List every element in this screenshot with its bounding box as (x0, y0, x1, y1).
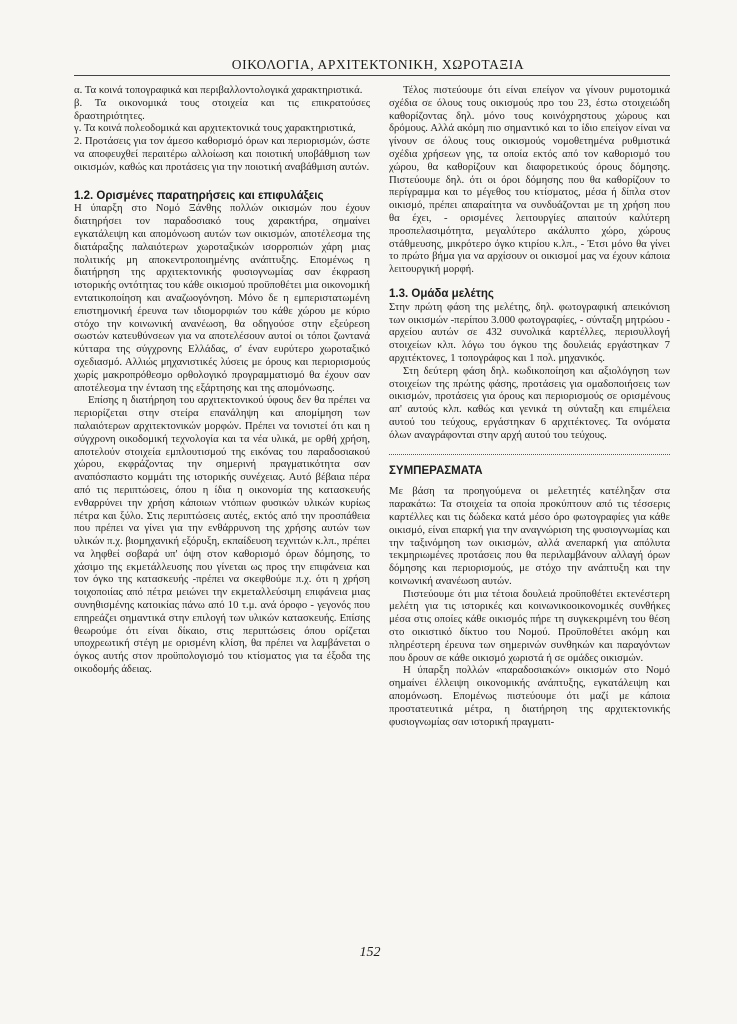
left-column (74, 84, 370, 676)
dotted-separator (389, 448, 670, 455)
page-number: 152 (359, 945, 381, 960)
body-paragraph: Επίσης η διατήρηση του αρχιτεκτονικού ύφους δεν θα πρέπει να περιορίζεται στην στείρα επανάληψη και απομίμηση των παλαιότερων αρχιτεκτονικών μορφών. Πρέπει να τονιστεί ότι και η σύγχρονη οικοδομική τεχνολογία και τα νέα υλικά, με ορθή χρήση, αποτελούν στοιχεία εμπλουτισμού της εικόνας του παραδοσιακού χώρου, εκφράζοντας την σημερινή πραγματικότητα σαν αναπόσπαστο κομμάτι της ιστορικής συνέχειας. Αυτό βέβαια πέρα από τις περιπτώσεις, όπου η ίδια η οικονομία της κατασκευής ενθαρρύνει την χρήση κάποιων ντόπιων φυσικών υλικών κυρίως πέτρα και ξύλο. Στις περιπτώσεις αυτές, εκτός από την προσπάθεια που πρέπει να γίνει για την ενθάρρυνση της χρήσης αυτών των υλικών π.χ. βιομηχανική εξόρυξη, εκπαίδευση τεχνιτών κ.λπ., πρέπει να ληφθεί σοβαρά υπ' όψη στον καθορισμό όρων δόμησης, το χάσιμο της εκμετάλλευσης που γίνεται ως προς την επιφάνεια και τον όγκο της κατασκευής -πρέπει να σκεφθούμε π.χ. ότι η χρήση τοιχοποιίας από πέτρα μειώνει την εκμεταλλεύσιμη επιφάνεια μιας συνηθισμένης κατοικίας πάνω από 10 τ.μ. ανά όροφο - γεγονός που επηρεάζει σημαντικά στην επιλογή των υλικών κατασκευής. Επίσης θεωρούμε ότι είναι δίκαιο, στις περιπτώσεις όπου ορίζεται υποχρεωτική στέγη με ορισμένη κλίση, θα πρέπει να λαμβάνεται ο όγκος αυτής στον προϋπολογισμό του κτίσματος για τα έξοδα της οικοδομής άδειας. (74, 394, 370, 676)
list-item-c: γ. Τα κοινά πολεοδομικά και αρχιτεκτονικά τους χαρακτηριστικά, (74, 122, 356, 135)
right-column (389, 84, 670, 728)
body-paragraph: Στην πρώτη φάση της μελέτης, δηλ. φωτογραφική απεικόνιση των οικισμών -περίπου 3.000 φωτογραφίες, - σύνταξη μητρώου - αρχείου αυτών σε 432 συνολικά καρτέλλες, περισυλλογή στοιχείων κλπ. λόγω του όγκου της δουλειάς εργάστηκαν 7 αρχιτέκτονες, 1 τοπογράφος και 1 πολ. μηχανικός. (389, 300, 670, 364)
list-item-b: β. Τα οικονομικά τους στοιχεία και τις επικρατούσες δραστηριότητες. (74, 96, 370, 122)
list-item-2: 2. Προτάσεις για τον άμεσο καθορισμό όρων και περιορισμών, ώστε να αποφευχθεί περαιτέρω αλλοίωση και ποιοτική υποβάθμιση των οικισμών, καθώς και προτάσεις για την ποιοτική αναβάθμιση αυτών. (74, 135, 370, 173)
body-paragraph: Η ύπαρξη στο Νομό Ξάνθης πολλών οικισμών που έχουν διατηρήσει τον παραδοσιακό τους χαρακτήρα, σημαίνει εγκατάλειψη και απομόνωση αυτών των οικισμών, αποτέλεσμα της διατάραξης παλαιότερων χωροταξικών ισορροπιών χάρη μιας πολιτικής μη αποκεντροποιημένης ανάπτυξης. Επομένως η διατήρηση της αρχιτεκτονικής φυσιογνωμίας σαν έκφραση ιστορικής οντότητας του κάθε οικισμού προϋποθέτει μια οικονομική εντατικοποίηση και αναζωογόνηση. Μόνο δε η εμπεριστατωμένη επιστημονική έρευνα των ιδιομορφιών του κάθε χώρου με κύριο στόχο την κοινωνική ανανέωση, θα οδηγούσε στην εξεύρεση σωστών κατευθύνσεων για να αποτελέσουν αυτοί οι τόποι ζωντανά κύτταρα της σύγχρονης Ελλάδας, σ' έναν ευρύτερο χωροταξικό σχεδιασμό. Αλλιώς μηχανιστικές λύσεις με όρους και περιορισμούς χωρίς μακροπρόθεσμο ορθολογικό προγραμματισμό θα έχουν σαν αποτέλεσμα την ένταση της εξάρτησης και της απομόνωσης. (74, 202, 370, 394)
list-item-a: α. Τα κοινά τοπογραφικά και περιβαλλοντολογικά χαρακτηριστικά. (74, 84, 363, 96)
body-paragraph: Τέλος πιστεύουμε ότι είναι επείγον να γίνουν ρυμοτομικά σχέδια σε όλους τους οικισμούς προ του 23, έστω στοιχειώδη καθορίζοντας δηλ. μόνο τους κοινόχρηστους χώρους και δρόμους. Αλλά ακόμη πιο σημαντικό και το ίδιο επείγον είναι να γίνουν σε όλους τους οικισμούς νομοθετημένα ρυθμιστικά σχέδια χρήσεων γης, τα οποία εκτός από τον καθορισμό του χώρου, θα καθορίζουν και διαφορετικούς όρους δόμησης. Πιστεύουμε δηλ. ότι οι όροι δόμησης που θα καθορίζουν το περίγραμμα και το μέγεθος του κτίσματος, μέσα ή δίπλα στον οικισμό, πρέπει απαραίτητα να συνδυάζονται με τη χρήση που θα έχει, - ορισμένες λειτουργίες απαιτούν καλύτερη προσπελασιμότητα, μεγαλύτερο ακάλυπτο χώρο, χώρους στάθμευσης, μικρότερο όγκο κτιρίου κ.λπ., - Έτσι μόνο θα γίνει το πρώτο βήμα για να αρχίσουν οι οικισμοί μας να έχουν κάποια λειτουργική μορφή. (389, 84, 670, 276)
body-paragraph: Πιστεύουμε ότι μια τέτοια δουλειά προϋποθέτει εκτενέστερη μελέτη για τις ιστορικές και κοινωνικοοικονομικές συνθήκες μέσα στις οποίες κάθε οικισμός πήρε τη συγκεκριμένη του θέση στο οικιστικό δίκτυο του Νομού. Προϋποθέτει ακόμη και πληρέστερη έρευνα των σημερινών συνθηκών και παραγόντων που δρουν σε κάθε οικισμό χωριστά ή σε ομάδες οικισμών. (389, 587, 670, 664)
running-head: ΟΙΚΟΛΟΓΙΑ, ΑΡΧΙΤΕΚΤΟΝΙΚΗ, ΧΩΡΟΤΑΞΙΑ (231, 57, 525, 72)
body-paragraph: Η ύπαρξη πολλών «παραδοσιακών» οικισμών στο Νομό σημαίνει έλλειψη οικονομικής ανάπτυξης, εγκατάλειψη και απομόνωση. Επομένως πιστεύουμε ότι μαζί με κάποια προστατευτικά μέτρα, η διατήρηση της αρχιτεκτονικής φυσιογνωμίας σαν ιστορική πραγματι- (389, 664, 670, 728)
header-rule (74, 75, 670, 76)
body-paragraph: Με βάση τα προηγούμενα οι μελετητές κατέληξαν στα παρακάτω: Τα στοιχεία τα οποία προκύπτουν από τις τέσσερις καρτέλλες και τις δώδεκα κατά μέσο όρο φωτογραφίες για κάθε οικισμό, είναι επαρκή για την αναγνώριση της φυσιογνωμίας και την ταξινόμηση των οικισμών, αλλά ανεπαρκή για απόλυτα τεκμηριωμένες προτάσεις που θα περιλαμβάνουν αλλαγή όρων δόμησης και περιορισμούς, με στόχο την ανάπτυξη και την κοινωνική ανανέωση αυτών. (389, 485, 670, 587)
conclusions-heading: ΣΥΜΠΕΡΑΣΜΑΤΑ (389, 464, 483, 477)
section-heading-1-3: 1.3. Ομάδα μελέτης (389, 287, 494, 300)
section-heading-1-2: 1.2. Ορισμένες παρατηρήσεις και επιφυλάξεις (74, 189, 324, 202)
body-paragraph: Στη δεύτερη φάση δηλ. κωδικοποίηση και αξιολόγηση των στοιχείων της πρώτης φάσης, προτάσεις για ομαδοποιήσεις των οικισμών, προτάσεις για όρους και περιορισμούς σε ορισμένους απ' αυτούς κλπ. καθώς και γενικά τη σύνταξη και επιμέλεια αυτού του τεύχους, εργάστηκαν 6 αρχιτέκτονες. Τα ονόματα όλων αναγράφονται στην αρχή αυτού του τεύχους. (389, 364, 670, 441)
